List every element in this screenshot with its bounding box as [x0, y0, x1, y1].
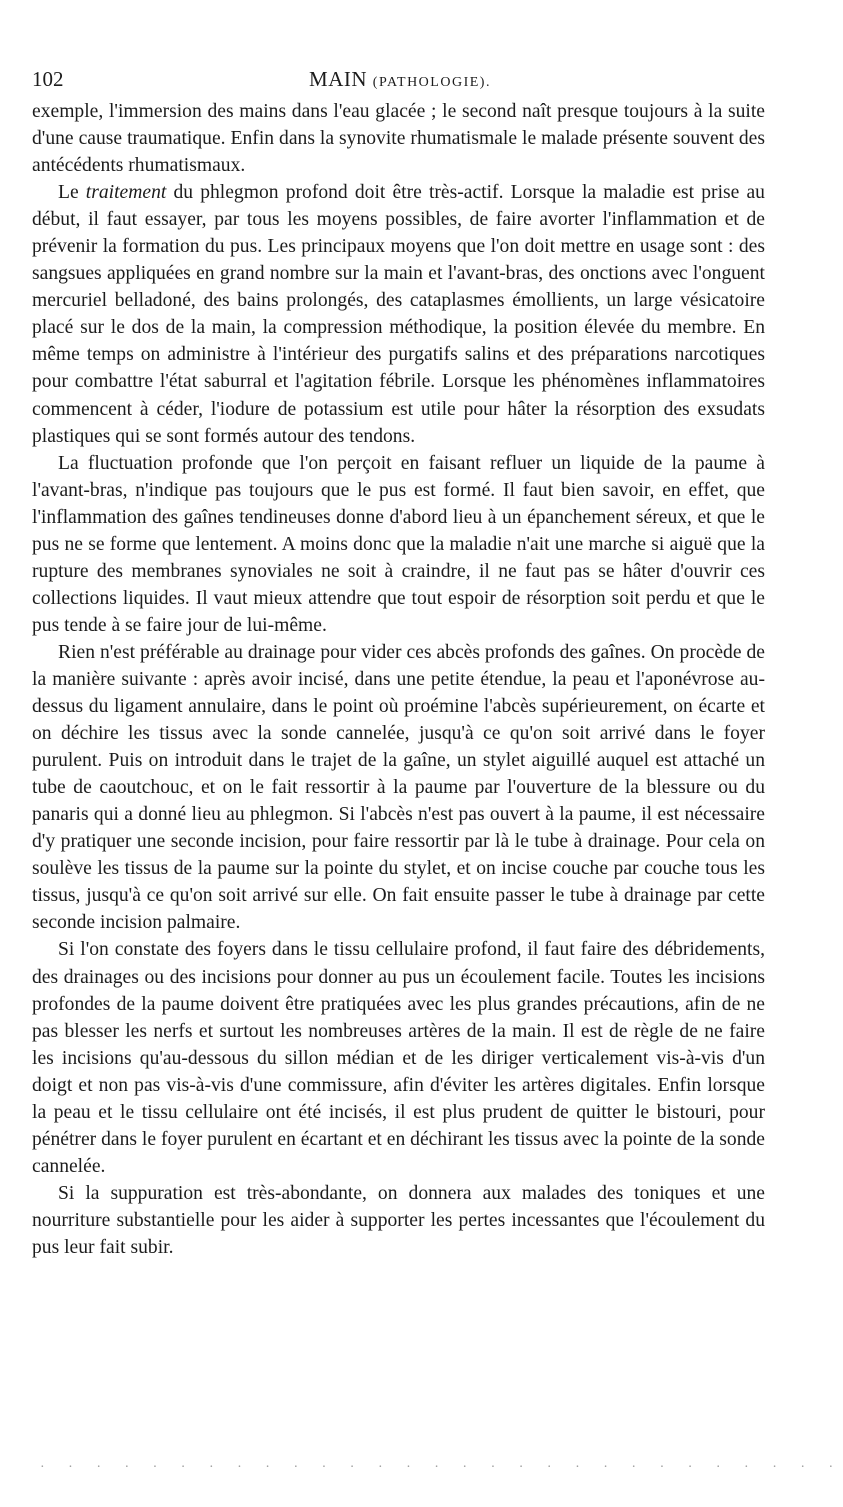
body-text [32, 98, 765, 1261]
scan-noise-dots: · · · · · · · · · · · · · · · · · · · · · · · · · · · · · [40, 1460, 843, 1475]
paragraph-lead: Le [58, 182, 86, 204]
running-head [32, 64, 768, 94]
running-title [32, 64, 768, 98]
page-number: 102 [32, 67, 64, 91]
paragraph-traitement [32, 179, 765, 449]
paragraph-continuation: exemple, l'immersion des mains dans l'eau glacée ; le second naît presque toujours à la suite d'une cause traumatique. Enfin dans la synovite rhumatismale le malade présente souvent des antécédents rhumatismaux. [32, 101, 765, 177]
paragraph-body: du phlegmon profond doit être très-actif. Lorsque la maladie est prise au début, il faut essayer, par tous les moyens possibles, de faire avorter l'inflammation et de prévenir la formation du pus. Les principaux moyens que l'on doit mettre en usage sont : des sangsues appliquées en grand nombre sur la main et l'avant-bras, des onctions avec l'onguent mercuriel belladoné, des bains prolongés, des cataplasmes émollients, un large vésicatoire placé sur le dos de la main, la compression méthodique, la position élevée du membre. En même temps on administre à l'intérieur des purgatifs salins et des préparations narcotiques pour combattre l'état saburral et l'agitation fébrile. Lorsque les phénomènes inflammatoires commencent à céder, l'iodure de potassium est utile pour hâter la résorption des exsudats plastiques qui se sont formés autour des tendons. [32, 182, 765, 447]
paragraph-incisions: Si l'on constate des foyers dans le tissu cellulaire profond, il faut faire des débridements, des drainages ou des incisions pour donner au pus un écoulement facile. Toutes les incisions profondes de la paume doivent être pratiquées avec les plus grandes précautions, afin de ne pas blesser les nerfs et surtout les nombreuses artères de la main. Il est de règle de ne faire les incisions qu'au-dessous du sillon médian et de les diriger verticalement vis-à-vis d'un doigt et non pas vis-à-vis d'une commissure, afin d'éviter les artères digitales. Enfin lorsque la peau et le tissu cellulaire ont été incisés, il est plus prudent de quitter le bistouri, pour pénétrer dans le foyer purulent en écartant et en déchirant les tissus avec la pointe de la sonde cannelée. [32, 939, 765, 1177]
italic-term: traitement [85, 182, 167, 204]
paragraph-drainage: Rien n'est préférable au drainage pour vider ces abcès profonds des gaînes. On procède de la manière suivante : après avoir incisé, dans une petite étendue, la peau et l'aponévrose au-dessus du ligament annulaire, dans le point où proémine l'abcès supérieurement, on écarte et on déchire les tissus avec la sonde cannelée, jusqu'à ce qu'on soit arrivé dans le foyer purulent. Puis on introduit dans le trajet de la gaîne, un stylet aiguillé auquel est attaché un tube de caoutchouc, et on le fait ressortir à la paume par l'ouverture de la blessure ou du panaris qui a donné lieu au phlegmon. Si l'abcès n'est pas ouvert à la paume, il est nécessaire d'y pratiquer une seconde incision, pour faire ressortir par là le tube à drainage. Pour cela on soulève les tissus de la paume sur la pointe du stylet, et on incise couche par couche tous les tissus, jusqu'à ce qu'on soit arrivé sur elle. On fait ensuite passer le tube à drainage par cette seconde incision palmaire. [32, 641, 765, 934]
running-title-main: MAIN [309, 67, 368, 91]
paragraph-fluctuation: La fluctuation profonde que l'on perçoit en faisant refluer un liquide de la paume à l'avant-bras, n'indique pas toujours que le pus est formé. Il faut bien savoir, en effet, que l'inflammation des gaînes tendineuses donne d'abord lieu à un épanchement séreux, et que le pus ne se forme que lentement. A moins donc que la maladie n'ait une marche si aiguë que la rupture des membranes synoviales ne soit à craindre, il ne faut pas se hâter d'ouvrir ces collections liquides. Il vaut mieux attendre que tout espoir de résorption soit perdu et que le pus tende à se faire jour de lui-même. [32, 452, 765, 636]
running-title-sub: (PATHOLOGIE). [372, 75, 491, 90]
paragraph-suppuration: Si la suppuration est très-abondante, on donnera aux malades des toniques et une nourriture substantielle pour les aider à supporter les pertes incessantes que l'écoulement du pus leur fait subir. [32, 1182, 765, 1258]
